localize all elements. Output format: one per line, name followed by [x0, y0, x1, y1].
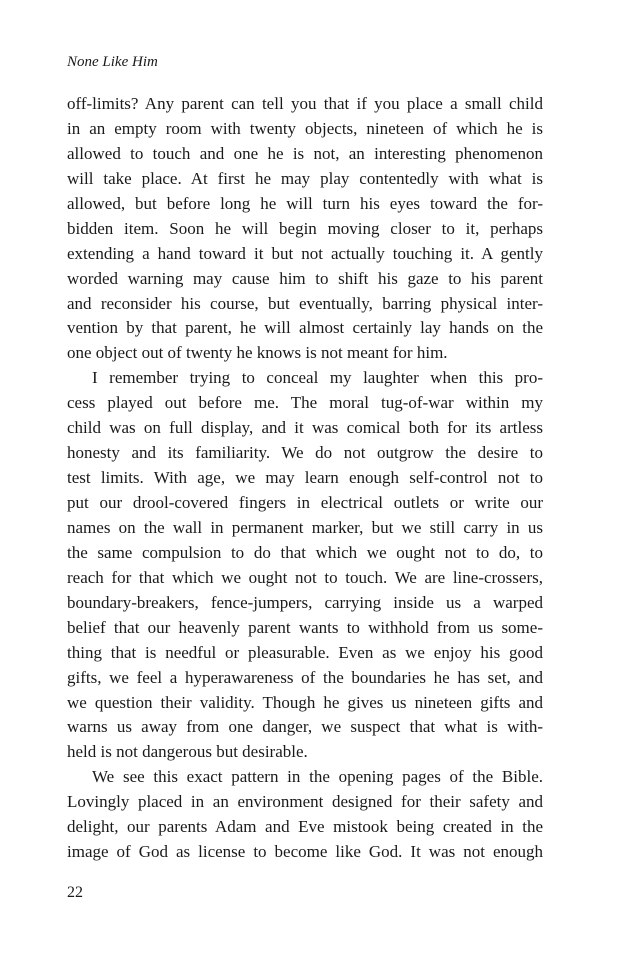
text-line: boundary-breakers, fence-jumpers, carrying inside us a warped [67, 592, 543, 612]
text-line: held is not dangerous but desirable. [67, 742, 308, 762]
text-line: test limits. With age, we may learn enough self-control not to [67, 468, 543, 488]
text-line: cess played out before me. The moral tug-of-war within my [67, 393, 543, 413]
text-line: one object out of twenty he knows is not meant for him. [67, 343, 448, 363]
paragraph [67, 765, 543, 865]
text-line: We see this exact pattern in the opening pages of the Bible. [92, 767, 543, 787]
page-number: 22 [67, 884, 83, 901]
text-line: Lovingly placed in an environment designed for their safety and [67, 792, 543, 812]
text-line: the same compulsion to do that which we ought not to do, to [67, 542, 543, 562]
text-line: reach for that which we ought not to touch. We are line-crossers, [67, 567, 543, 587]
text-line: off-limits? Any parent can tell you that if you place a small child [67, 94, 543, 113]
text-line: bidden item. Soon he will begin moving closer to it, perhaps [67, 218, 543, 238]
text-line: warns us away from one danger, we suspect that what is with- [67, 717, 543, 737]
text-line: image of God as license to become like God. It was not enough [67, 842, 543, 862]
text-line: allowed to touch and one he is not, an interesting phenomenon [67, 143, 543, 163]
text-line: allowed, but before long he will turn his eyes toward the for- [67, 193, 543, 213]
text-line: child was on full display, and it was comical both for its artless [67, 418, 543, 438]
text-line: worded warning may cause him to shift his gaze to his parent [67, 268, 543, 288]
text-line: names on the wall in permanent marker, but we still carry in us [67, 517, 543, 537]
text-line: in an empty room with twenty objects, nineteen of which he is [67, 118, 543, 138]
text-line: put our drool-covered fingers in electrical outlets or write our [67, 493, 543, 512]
text-line: we question their validity. Though he gives us nineteen gifts and [67, 692, 543, 712]
running-head: None Like Him [67, 54, 158, 70]
text-line: and reconsider his course, but eventually, barring physical inter- [67, 293, 543, 313]
body-text [67, 92, 543, 865]
text-line: belief that our heavenly parent wants to withhold from us some- [67, 617, 543, 637]
text-line: I remember trying to conceal my laughter when this pro- [92, 368, 543, 388]
paragraph [67, 92, 543, 366]
text-line: will take place. At first he may play contentedly with what is [67, 168, 543, 188]
text-line: honesty and its familiarity. We do not outgrow the desire to [67, 443, 543, 463]
text-line: extending a hand toward it but not actually touching it. A gently [67, 243, 543, 263]
paragraph [67, 366, 543, 765]
text-line: gifts, we feel a hyperawareness of the boundaries he has set, and [67, 667, 543, 687]
text-line: vention by that parent, he will almost certainly lay hands on the [67, 318, 543, 338]
text-line: delight, our parents Adam and Eve mistook being created in the [67, 817, 543, 837]
text-line: thing that is needful or pleasurable. Even as we enjoy his good [67, 642, 543, 662]
